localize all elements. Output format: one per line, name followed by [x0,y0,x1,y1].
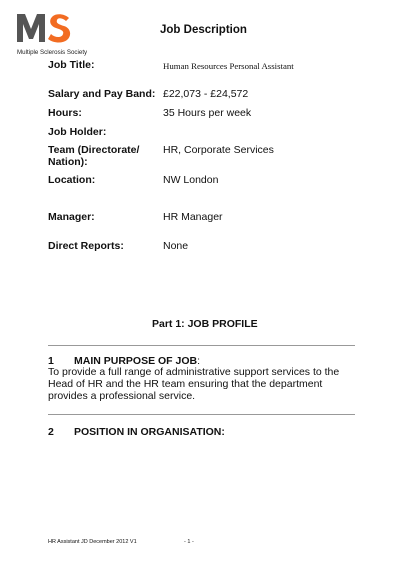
field-label: Direct Reports: [48,240,124,252]
section-divider [48,345,355,346]
document-title: Job Description [160,24,247,36]
field-label: Job Holder: [48,126,107,138]
field-value: Human Resources Personal Assistant [163,61,294,71]
footer-doc-ref: HR Assistant JD December 2012 V1 [48,539,137,545]
field-label: Hours: [48,107,82,119]
field-label: Salary and Pay Band: [48,88,156,100]
field-value: HR, Corporate Services [163,144,274,156]
field-value: HR Manager [163,211,223,223]
section-body: To provide a full range of administrative support services to the Head of HR and the HR team ensuring that the department provides a professional service. [48,366,340,403]
org-name: Multiple Sclerosis Society [17,49,88,56]
ms-logo-icon [15,11,75,43]
section-title: POSITION IN ORGANISATION: [74,426,225,438]
field-value: NW London [163,174,219,186]
part-heading: Part 1: JOB PROFILE [152,318,258,330]
field-label: Team (Directorate/ Nation): [48,144,140,168]
section-number: 1 [48,355,54,367]
field-label: Manager: [48,211,95,223]
section-number: 2 [48,426,54,438]
ms-society-logo [15,11,95,56]
field-value: None [163,240,189,252]
field-value: 35 Hours per week [163,107,252,119]
footer-page-number: - 1 - [184,539,194,545]
section-title-text: MAIN PURPOSE OF JOB [74,355,198,367]
field-value: £22,073 - £24,572 [163,88,249,100]
field-label: Job Title: [48,59,95,71]
section-divider [48,414,355,415]
section-title-colon: : [197,355,201,367]
field-label: Location: [48,174,96,186]
